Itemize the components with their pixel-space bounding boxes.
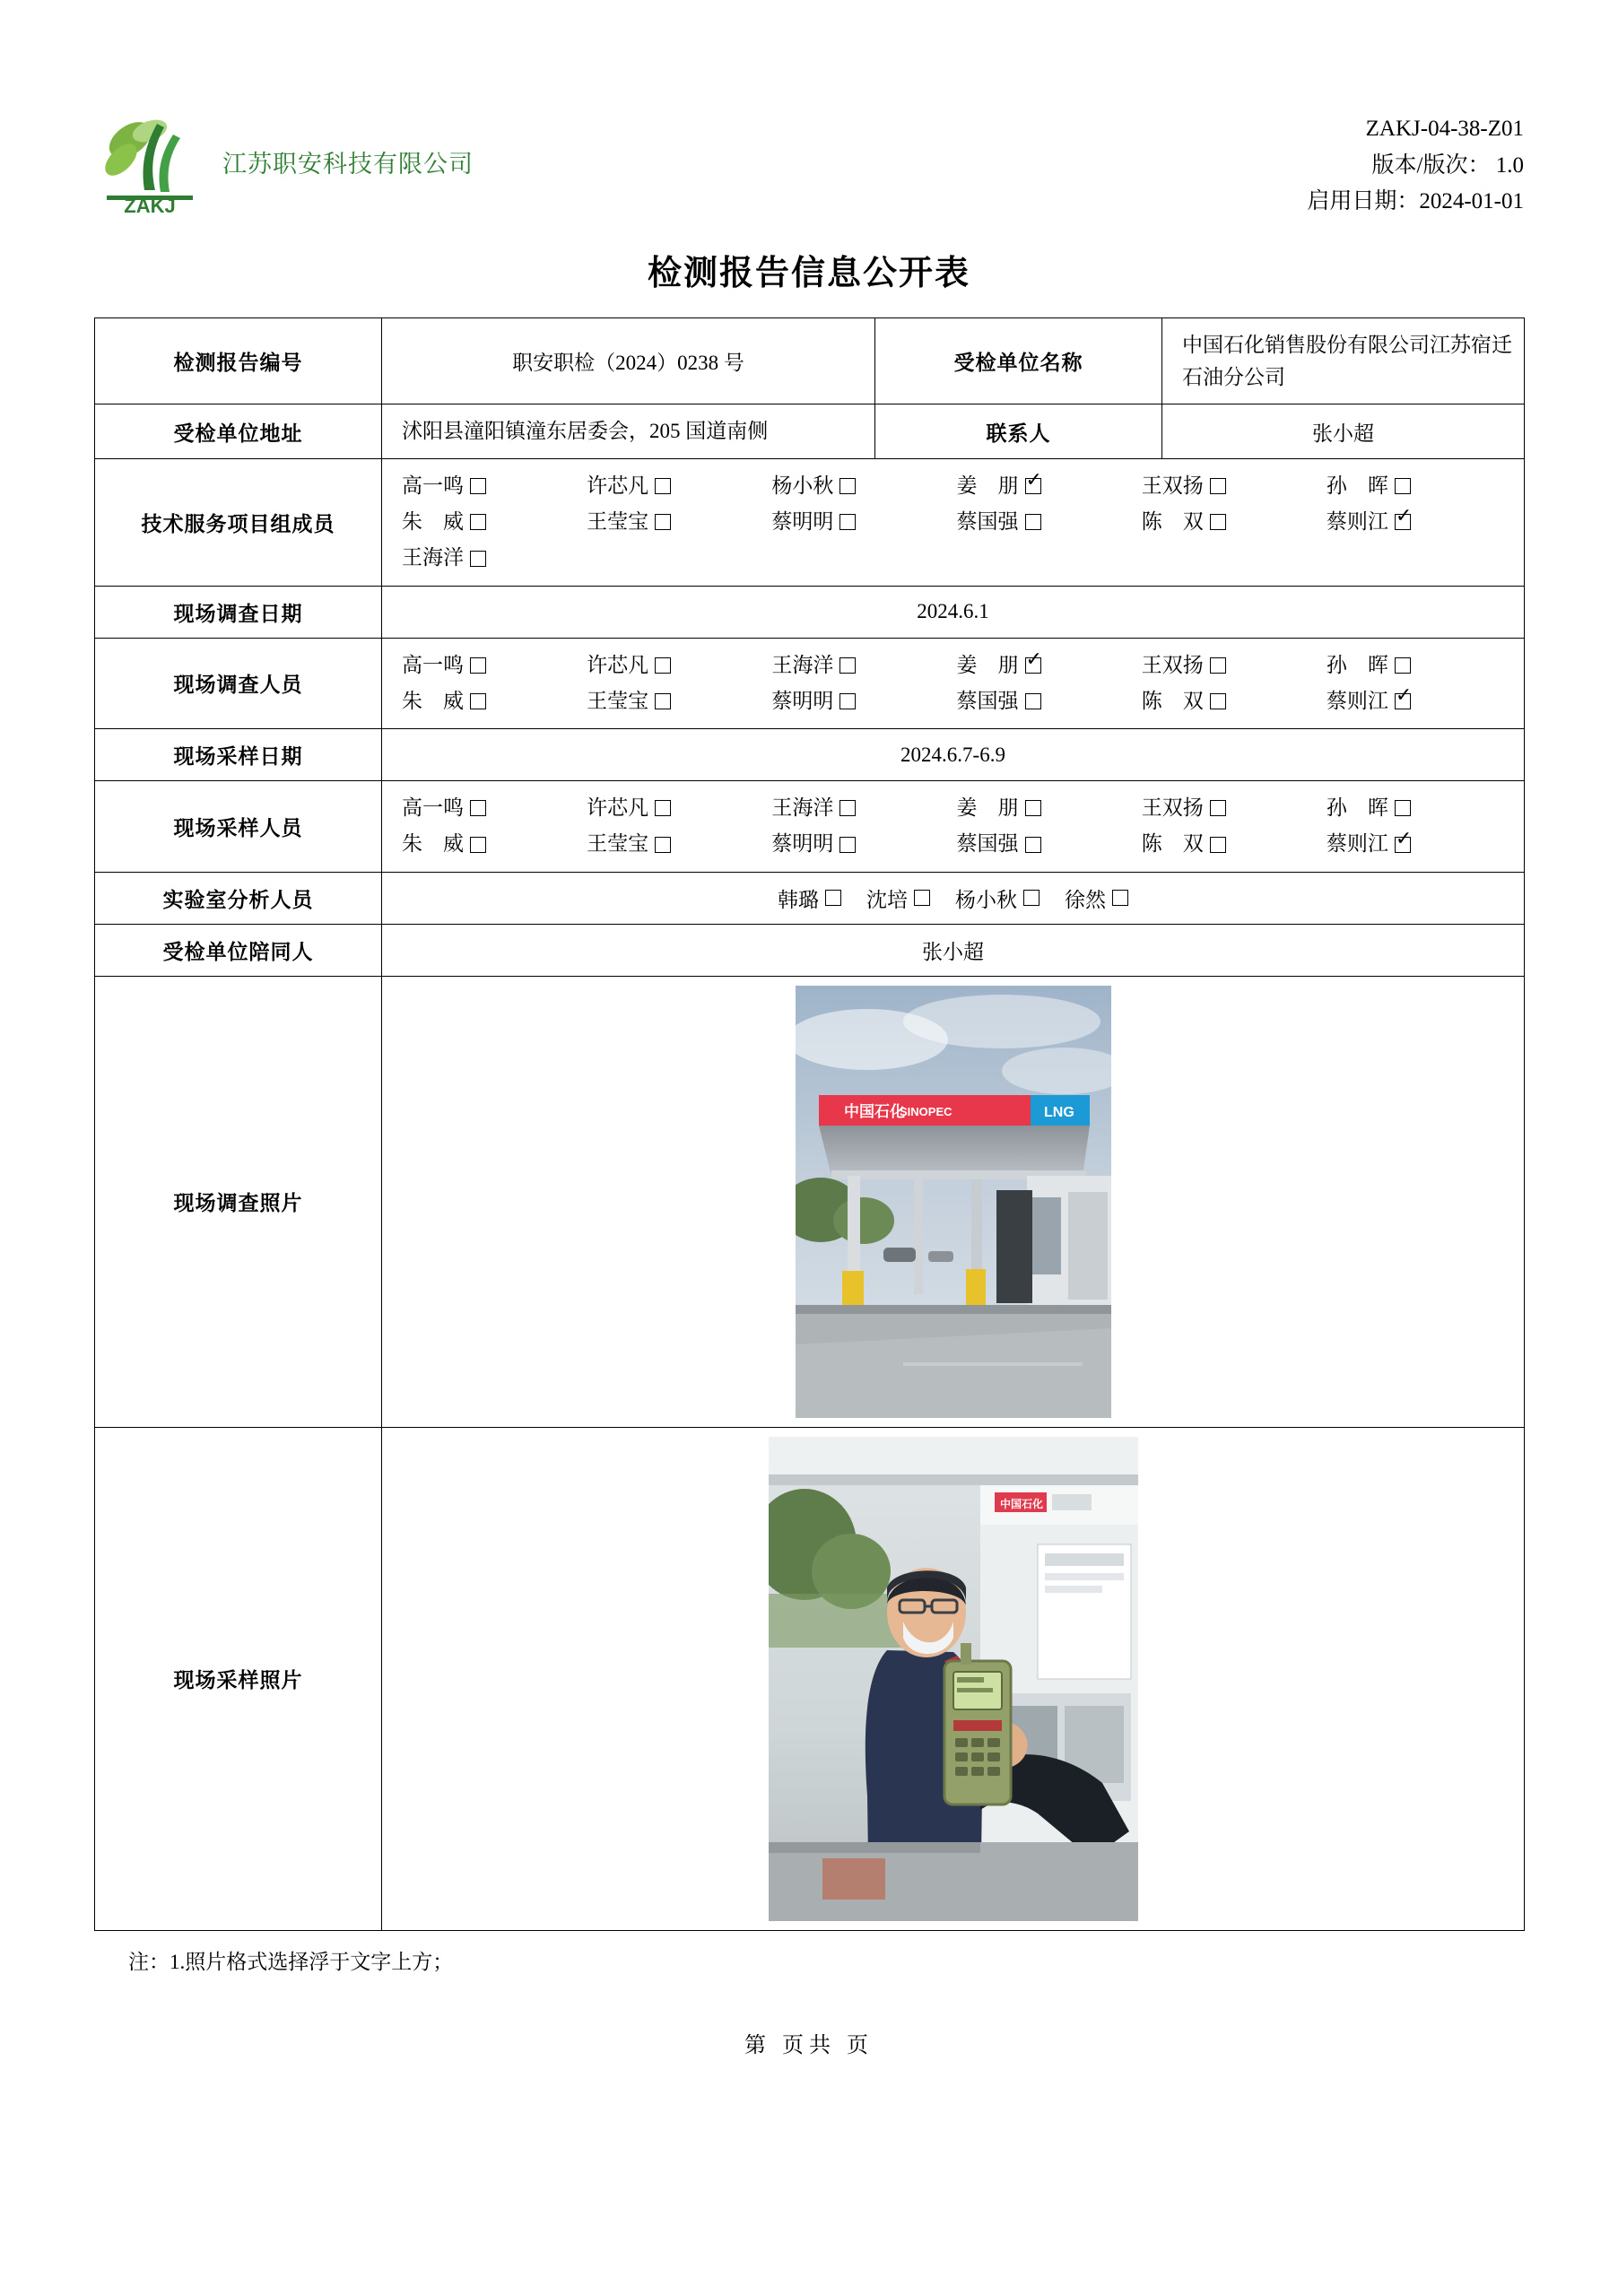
person-name: 陈 双 [1141, 832, 1204, 856]
checkbox-icon[interactable] [470, 693, 486, 709]
person-checkbox-item[interactable] [402, 468, 587, 504]
person-checkbox-item[interactable] [587, 826, 771, 862]
person-name: 杨小秋 [771, 474, 834, 497]
checkbox-icon[interactable] [1025, 800, 1041, 816]
person-name: 王莹宝 [587, 832, 649, 856]
person-name: 王海洋 [402, 546, 464, 570]
table-row [95, 318, 1525, 404]
person-checkbox-item[interactable] [771, 790, 956, 826]
person-checkbox-item[interactable] [771, 826, 956, 862]
person-name: 蔡则江 [1326, 832, 1388, 856]
person-checkbox-item[interactable] [1327, 648, 1511, 683]
person-checkbox-item[interactable] [587, 790, 771, 826]
person-name: 蔡国强 [956, 832, 1019, 856]
person-name: 陈 双 [1141, 510, 1204, 534]
person-name: 姜 朋 [956, 796, 1019, 820]
page-title: 检测报告信息公开表 [647, 255, 970, 292]
page-footer: 第 页共 页 [744, 2033, 874, 2057]
checkbox-icon[interactable] [470, 657, 486, 674]
person-name: 许芯凡 [587, 796, 649, 820]
person-slot-empty [1142, 540, 1327, 576]
checkbox-icon[interactable] [1395, 800, 1411, 816]
person-slot-empty [771, 540, 956, 576]
person-checkbox-item[interactable] [587, 648, 771, 683]
person-slot-empty [957, 540, 1142, 576]
survey-photo-cell [382, 976, 1525, 1427]
sampling-photo-label: 现场采样照片 [95, 1427, 382, 1930]
person-name: 蔡明明 [771, 510, 834, 534]
header-brand [94, 108, 474, 215]
address-label: 受检单位地址 [95, 404, 382, 459]
table-row [95, 924, 1525, 976]
person-name: 蔡国强 [956, 510, 1019, 534]
escort-label: 受检单位陪同人 [95, 924, 382, 976]
sampling-people-label: 现场采样人员 [95, 781, 382, 873]
table-row [95, 781, 1525, 873]
person-checkbox-item[interactable] [957, 468, 1142, 504]
svg-text:中国石化: 中国石化 [843, 1102, 905, 1120]
checkbox-checked-icon[interactable] [1395, 837, 1411, 853]
survey-date-value: 2024.6.1 [382, 586, 1525, 638]
person-name: 沈培 [866, 888, 908, 911]
checkbox-icon[interactable] [1025, 514, 1041, 530]
person-checkbox-item[interactable] [957, 648, 1142, 683]
table-row [95, 729, 1525, 781]
person-checkbox-item[interactable] [1327, 504, 1511, 540]
contact-value: 张小超 [1162, 404, 1525, 459]
person-name: 蔡明明 [771, 689, 834, 712]
table-row [95, 976, 1525, 1427]
checkbox-icon[interactable] [1025, 693, 1041, 709]
checkbox-icon[interactable] [1395, 478, 1411, 494]
checkbox-icon[interactable] [470, 837, 486, 853]
person-name: 韩璐 [778, 888, 819, 911]
checkbox-icon[interactable] [655, 800, 671, 816]
survey-date-label: 现场调查日期 [95, 586, 382, 638]
person-checkbox-item[interactable] [1142, 648, 1327, 683]
person-checkbox-item[interactable] [1142, 468, 1327, 504]
survey-people-label: 现场调查人员 [95, 638, 382, 729]
svg-text:SINOPEC: SINOPEC [899, 1104, 953, 1118]
checkbox-icon[interactable] [825, 890, 841, 906]
person-name: 孙 晖 [1326, 796, 1388, 820]
table-row [95, 1427, 1525, 1930]
sampling-people-group [382, 781, 1525, 873]
person-row [402, 826, 1511, 862]
checkbox-icon[interactable] [1025, 837, 1041, 853]
table-row [95, 404, 1525, 459]
table-row [95, 458, 1525, 586]
checkbox-icon[interactable] [1210, 657, 1226, 674]
person-checkbox-item[interactable] [771, 648, 956, 683]
survey-people-group [382, 638, 1525, 729]
sampling-date-value: 2024.6.7-6.9 [382, 729, 1525, 781]
person-row [402, 683, 1511, 719]
checkbox-icon[interactable] [655, 837, 671, 853]
checkbox-icon[interactable] [914, 890, 930, 906]
checkbox-icon[interactable] [1210, 514, 1226, 530]
checkbox-icon[interactable] [1210, 800, 1226, 816]
person-name: 徐然 [1065, 888, 1106, 911]
table-row [95, 872, 1525, 924]
person-name: 王莹宝 [587, 689, 649, 712]
svg-text:LNG: LNG [1043, 1104, 1074, 1120]
person-name: 许芯凡 [587, 474, 649, 497]
sampling-date-label: 现场采样日期 [95, 729, 382, 781]
person-checkbox-item[interactable] [771, 683, 956, 719]
person-checkbox-item[interactable] [402, 648, 587, 683]
checkbox-icon[interactable] [839, 657, 856, 674]
person-row [402, 468, 1511, 504]
checkbox-checked-icon[interactable] [1395, 693, 1411, 709]
person-name: 陈 双 [1141, 689, 1204, 712]
person-row [402, 540, 1511, 576]
checkbox-icon[interactable] [1395, 657, 1411, 674]
person-checkbox-item[interactable] [402, 540, 587, 576]
person-checkbox-item[interactable] [771, 468, 956, 504]
person-checkbox-item[interactable] [1142, 504, 1327, 540]
person-name: 高一鸣 [402, 474, 464, 497]
checkbox-icon[interactable] [655, 514, 671, 530]
checkbox-icon[interactable] [1210, 478, 1226, 494]
person-slot-empty [587, 540, 771, 576]
person-checkbox-item[interactable] [957, 504, 1142, 540]
address-value: 沭阳县潼阳镇潼东居委会，205 国道南侧 [382, 404, 875, 459]
effective-date: 启用日期：2024-01-01 [1307, 189, 1524, 213]
report-no-value: 职安职检（2024）0238 号 [382, 318, 875, 404]
table-row [95, 638, 1525, 729]
person-name: 朱 威 [402, 510, 464, 534]
checkbox-icon[interactable] [470, 478, 486, 494]
person-name: 王海洋 [771, 796, 834, 820]
sampling-photo-cell [382, 1427, 1525, 1930]
team-label: 技术服务项目组成员 [95, 458, 382, 586]
person-checkbox-item[interactable] [955, 883, 1040, 913]
person-name: 王莹宝 [587, 510, 649, 534]
person-checkbox-item[interactable] [1142, 826, 1327, 862]
person-name: 姜 朋 [956, 474, 1019, 497]
checkbox-icon[interactable] [839, 800, 856, 816]
client-label: 受检单位名称 [875, 318, 1162, 404]
checkbox-icon[interactable] [470, 800, 486, 816]
checkbox-icon[interactable] [655, 693, 671, 709]
contact-label: 联系人 [875, 404, 1162, 459]
checkbox-icon[interactable] [470, 514, 486, 530]
person-checkbox-item[interactable] [1142, 683, 1327, 719]
team-members-group [382, 458, 1525, 586]
checkbox-icon[interactable] [1112, 890, 1128, 906]
person-name: 蔡明明 [771, 832, 834, 856]
person-checkbox-item[interactable] [1327, 683, 1511, 719]
sampling-photo-image [769, 1437, 1138, 1921]
person-name: 蔡国强 [956, 689, 1019, 712]
person-name: 孙 晖 [1326, 474, 1388, 497]
table-row [95, 586, 1525, 638]
document-code: ZAKJ-04-38-Z01 [1365, 117, 1524, 141]
person-name: 王双扬 [1141, 653, 1204, 676]
svg-text:ZAKJ: ZAKJ [124, 195, 176, 215]
person-name: 高一鸣 [402, 653, 464, 676]
person-name: 朱 威 [402, 832, 464, 856]
person-checkbox-item[interactable] [402, 504, 587, 540]
lab-label: 实验室分析人员 [95, 872, 382, 924]
report-info-table [94, 317, 1525, 1931]
person-name: 王双扬 [1141, 474, 1204, 497]
lab-people-group [382, 872, 1525, 924]
checkbox-icon[interactable] [655, 478, 671, 494]
checkbox-icon[interactable] [839, 478, 856, 494]
person-name: 王双扬 [1141, 796, 1204, 820]
person-checkbox-item[interactable] [771, 504, 956, 540]
person-name: 蔡则江 [1326, 689, 1388, 712]
person-checkbox-item[interactable] [1142, 790, 1327, 826]
person-name: 朱 威 [402, 689, 464, 712]
checkbox-icon[interactable] [839, 837, 856, 853]
survey-photo-image [796, 986, 1111, 1418]
person-checkbox-item[interactable] [957, 826, 1142, 862]
person-checkbox-item[interactable] [1327, 790, 1511, 826]
person-name: 孙 晖 [1326, 653, 1388, 676]
person-checkbox-item[interactable] [957, 683, 1142, 719]
checkbox-icon[interactable] [1210, 837, 1226, 853]
checkbox-icon[interactable] [470, 551, 486, 567]
survey-photo-label: 现场调查照片 [95, 976, 382, 1427]
document-version: 版本/版次： 1.0 [1371, 152, 1524, 178]
checkbox-icon[interactable] [839, 514, 856, 530]
checkbox-icon[interactable] [1023, 890, 1040, 906]
person-checkbox-item[interactable] [1065, 883, 1128, 913]
person-checkbox-item[interactable] [587, 504, 771, 540]
person-checkbox-item[interactable] [1327, 468, 1511, 504]
table-note: 注：1.照片格式选择浮于文字上方； [128, 1950, 454, 1973]
person-name: 高一鸣 [402, 796, 464, 820]
checkbox-checked-icon[interactable] [1025, 657, 1041, 674]
page-header [94, 108, 1524, 229]
person-checkbox-item[interactable] [866, 883, 930, 913]
person-name: 许芯凡 [587, 653, 649, 676]
person-name: 蔡则江 [1326, 510, 1388, 534]
checkbox-checked-icon[interactable] [1395, 514, 1411, 530]
checkbox-icon[interactable] [839, 693, 856, 709]
person-row [402, 504, 1511, 540]
person-row [402, 790, 1511, 826]
company-name: 江苏职安科技有限公司 [222, 150, 474, 178]
person-checkbox-item[interactable] [957, 790, 1142, 826]
report-no-label: 检测报告编号 [95, 318, 382, 404]
person-slot-empty [1327, 540, 1511, 576]
client-value: 中国石化销售股份有限公司江苏宿迁石油分公司 [1162, 318, 1525, 404]
checkbox-checked-icon[interactable] [1025, 478, 1041, 494]
person-checkbox-item[interactable] [778, 883, 841, 913]
person-checkbox-item[interactable] [587, 683, 771, 719]
escort-value: 张小超 [382, 924, 1525, 976]
company-logo-icon [94, 108, 206, 215]
person-checkbox-item[interactable] [1327, 826, 1511, 862]
person-name: 王海洋 [771, 653, 834, 676]
person-checkbox-item[interactable] [402, 790, 587, 826]
person-name: 姜 朋 [956, 653, 1019, 676]
person-checkbox-item[interactable] [402, 683, 587, 719]
header-meta [1307, 108, 1524, 221]
person-row [402, 648, 1511, 683]
person-name: 杨小秋 [955, 888, 1017, 911]
person-checkbox-item[interactable] [587, 468, 771, 504]
checkbox-icon[interactable] [655, 657, 671, 674]
person-checkbox-item[interactable] [402, 826, 587, 862]
svg-text:中国石化: 中国石化 [999, 1497, 1043, 1510]
checkbox-icon[interactable] [1210, 693, 1226, 709]
